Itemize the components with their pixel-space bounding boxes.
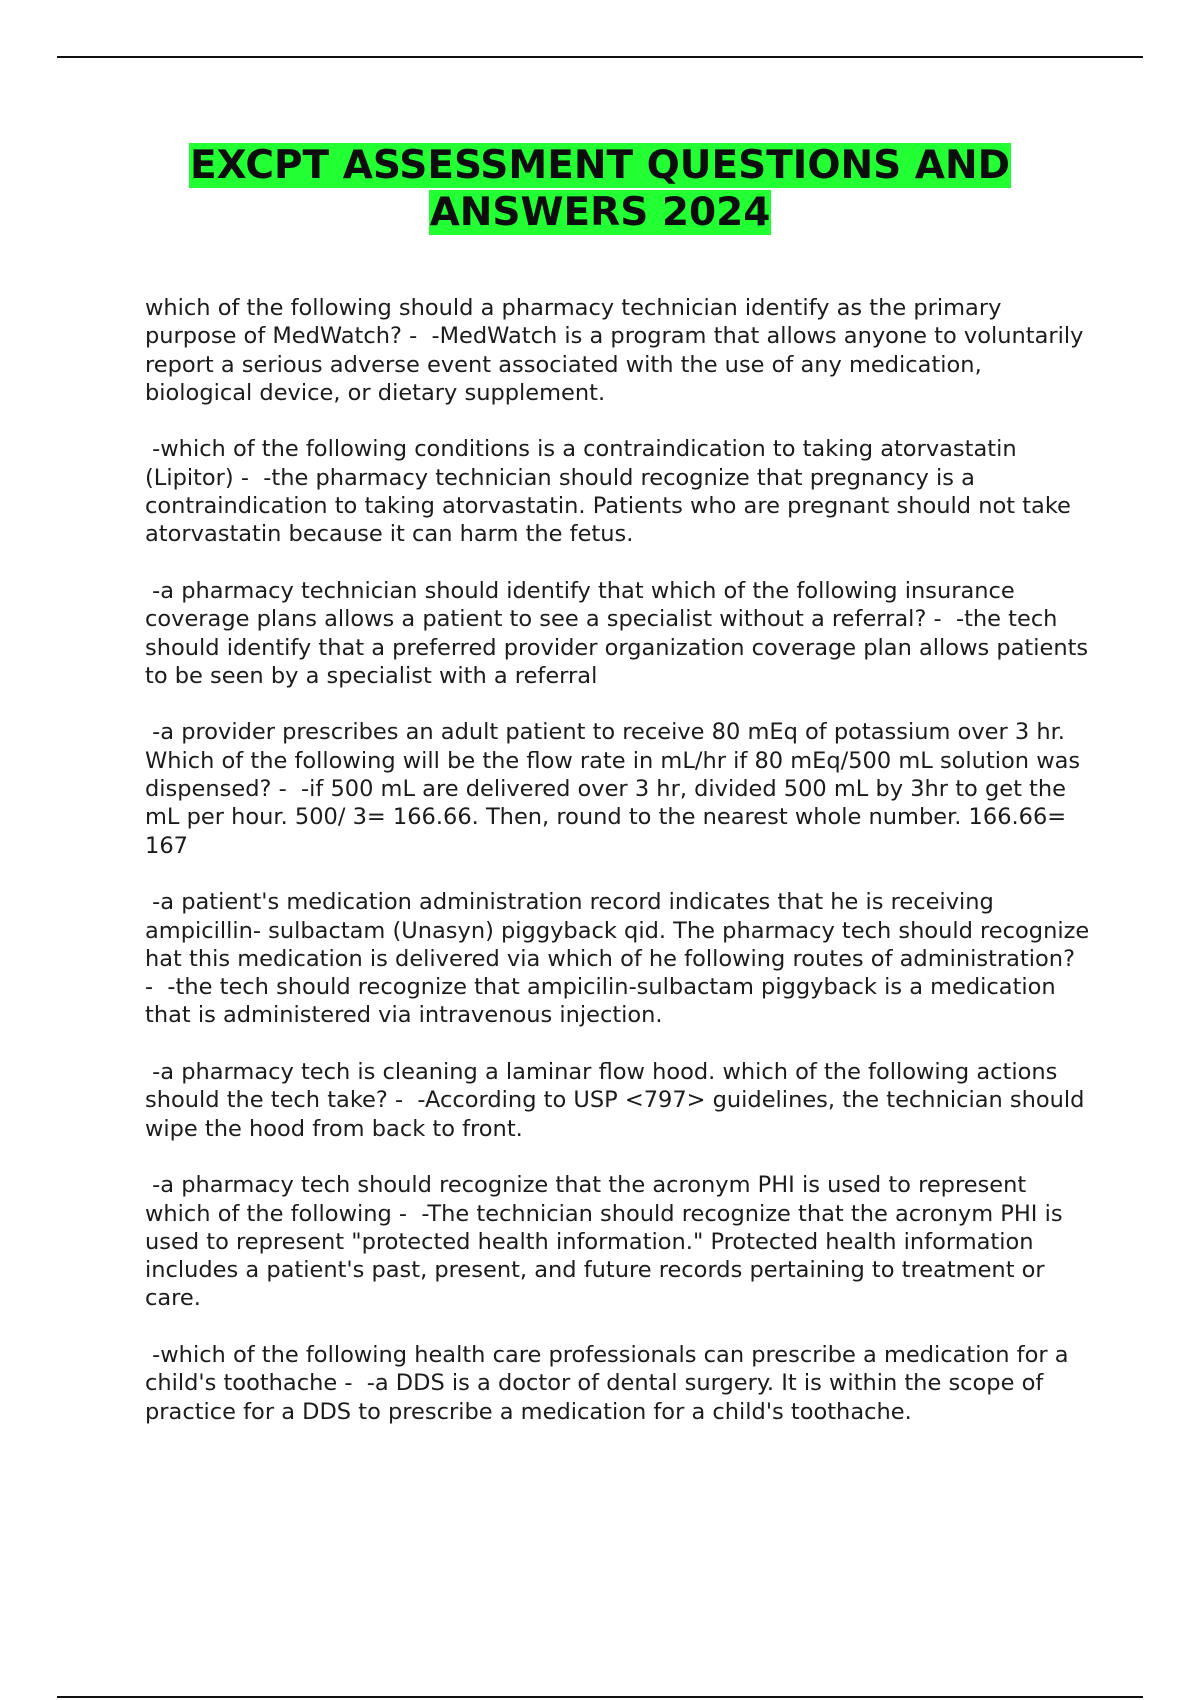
page-title: EXCPT ASSESSMENT QUESTIONS AND ANSWERS 2024: [190, 143, 1010, 235]
qa-entry-1: which of the following should a pharmacy technician identify as the primary purpose of MedWatch? - -MedWatch is a program that allows anyone to voluntarily report a serious adverse event associated with the use of any medication, biological device, or dietary supplement.: [145, 295, 1091, 406]
qa-list: [145, 294, 1097, 1454]
title-block: [100, 142, 1100, 236]
qa-entry-6: -a pharmacy tech is cleaning a laminar flow hood. which of the following actions should the tech take? - -According to USP <797> guidelines, the technician should wipe the hood from back to front.: [145, 1059, 1092, 1142]
qa-entry-4: -a provider prescribes an adult patient to receive 80 mEq of potassium over 3 hr. Which of the following will be the flow rate in mL/hr if 80 mEq/500 mL solution was dispensed? - -if 500 mL are delivered over 3 hr, divided 500 mL by 3hr to get the mL per hour. 500/ 3= 166.66. Then, round to the nearest whole number. 166.66= 167: [145, 719, 1088, 859]
qa-entry-5: -a patient's medication administration record indicates that he is receiving ampicillin- sulbactam (Unasyn) piggyback qid. The pharmacy tech should recognize hat this medication is delivered via which of he following routes of administration? - -the tech should recognize that ampicilin-sulbactam piggyback is a medication that is administered via intravenous injection.: [145, 889, 1097, 1029]
header-rule: [57, 56, 1143, 58]
qa-entry-8: -which of the following health care professionals can prescribe a medication for a child's toothache - -a DDS is a doctor of dental surgery. It is within the scope of practice for a DDS to prescribe a medication for a child's toothache.: [145, 1341, 1076, 1425]
qa-entry-2: -which of the following conditions is a contraindication to taking atorvastatin (Lipitor) - -the pharmacy technician should recognize that pregnancy is a contraindication to taking atorvastatin. Patients who are pregnant should not take atorvastatin because it can harm the fetus.: [145, 436, 1079, 548]
qa-entry-3: -a pharmacy technician should identify that which of the following insurance coverage plans allows a patient to see a specialist without a referral? - -the tech should identify that a preferred provider organization coverage plan allows patients to be seen by a specialist with a referral: [145, 577, 1096, 689]
qa-entry-7: -a pharmacy tech should recognize that the acronym PHI is used to represent which of the following - -The technician should recognize that the acronym PHI is used to represent "protected health information." Protected health information includes a patient's past, present, and future records pertaining to treatment or care.: [145, 1172, 1070, 1312]
footer-rule: [57, 1696, 1143, 1698]
